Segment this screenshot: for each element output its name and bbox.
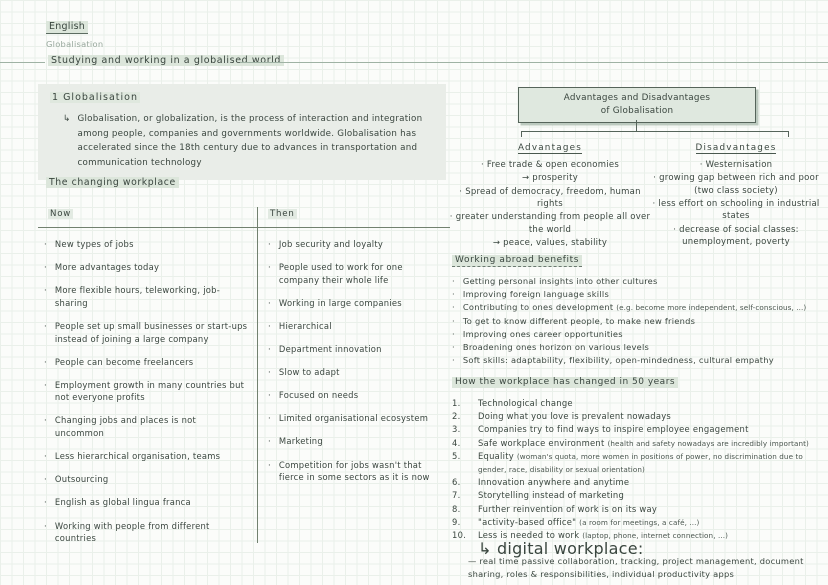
list-item	[44, 414, 248, 439]
definition-heading-text: 1 Globalisation	[52, 92, 138, 103]
column-header-now-text: Now	[50, 209, 72, 219]
list-item	[268, 412, 444, 425]
list-item-text: Less hierarchical organisation, teams	[54, 451, 221, 462]
disadvantages-list	[646, 159, 826, 248]
list-item-text: English as global lingua franca	[54, 497, 191, 508]
item-number: 10.	[452, 530, 467, 541]
bullet-dot: ·	[452, 328, 455, 339]
list-item-text	[463, 316, 695, 327]
list-item	[448, 211, 652, 236]
bullet-dot: ·	[44, 262, 47, 273]
box-title-line2: of Globalisation	[600, 106, 674, 117]
bullet-dot: ·	[44, 356, 47, 367]
workplace-changes-section	[452, 369, 828, 580]
list-item-text	[463, 289, 609, 300]
list-item	[646, 159, 826, 171]
list-item-text	[463, 329, 623, 340]
list-item	[44, 473, 248, 486]
item-main-text: Broadening ones horizon on various levels	[462, 342, 650, 353]
numbered-item	[452, 489, 828, 502]
list-item-text: Westernisation	[705, 160, 773, 170]
bullet-dot: ·	[268, 459, 271, 470]
bullet-dot: ·	[452, 276, 455, 286]
numbered-item	[452, 450, 828, 476]
working-abroad-list	[452, 276, 826, 366]
list-item-text: More advantages today	[54, 262, 160, 273]
list-item-text: Working in large companies	[278, 297, 402, 308]
item-main-text: Contributing to ones development	[462, 302, 614, 313]
column-header-now	[48, 209, 73, 219]
column-header-then	[268, 209, 297, 219]
bullet-dot: ·	[268, 320, 271, 331]
item-text-wrap	[478, 489, 624, 502]
bullet-dot: ·	[268, 297, 271, 308]
bullet-dot: ·	[268, 390, 271, 401]
adv-disadv-title-box	[518, 87, 756, 123]
item-text-wrap	[478, 503, 657, 516]
item-main-text: Technological change	[478, 398, 573, 408]
item-note-text: (woman's quota, more women in positions of power, no discrimination due to gender, race, disability or sexual orientation)	[478, 451, 803, 475]
bullet-dot: ·	[268, 367, 271, 378]
list-item	[44, 520, 248, 545]
bullet-dot: ·	[268, 344, 271, 355]
item-main-text: Equality	[478, 450, 514, 461]
list-item-text: less effort on schooling in industrial states	[658, 198, 820, 222]
bullet-dot: ·	[452, 315, 455, 326]
bullet-dot: ·	[44, 474, 47, 485]
list-item	[44, 356, 248, 369]
advantages-list	[448, 159, 652, 249]
page-header	[46, 14, 103, 49]
bullet-dot: ·	[44, 520, 47, 531]
item-number: 3.	[452, 424, 461, 435]
connector-horizontal-line	[521, 131, 789, 132]
list-item-text: People used to work for one company their whole life	[278, 262, 403, 285]
numbered-item	[452, 476, 828, 489]
list-item-text: Hierarchical	[278, 320, 332, 331]
list-item	[44, 320, 248, 345]
list-item	[268, 435, 444, 448]
item-number: 8.	[452, 503, 461, 514]
advantages-column	[448, 143, 652, 250]
disadvantages-header: Disadvantages	[695, 143, 777, 153]
bullet-dot: ·	[459, 186, 463, 197]
working-abroad-section	[452, 247, 826, 368]
arrow-sub-line: → prosperity	[521, 173, 578, 184]
item-main-text: Storytelling instead of marketing	[478, 490, 625, 501]
list-item	[268, 389, 444, 402]
item-main-text: Safe workplace environment	[478, 437, 605, 448]
item-number: 5.	[452, 450, 461, 461]
list-item-text	[463, 302, 806, 313]
then-list	[268, 238, 444, 494]
item-main-text: Further reinvention of work is on its way	[478, 503, 658, 514]
now-list	[44, 238, 248, 555]
connector-tick-right	[788, 131, 789, 137]
list-item	[448, 186, 652, 211]
item-number: 1.	[452, 398, 461, 408]
definition-heading	[50, 92, 434, 103]
list-item	[452, 316, 826, 327]
item-main-text: Companies try to find ways to inspire employee engagement	[478, 424, 749, 435]
arrow-sub-line: → peace, values, stability	[492, 237, 608, 248]
page-title	[48, 55, 284, 66]
list-item-text: Employment growth in many countries but not everyone profits	[54, 379, 245, 403]
list-item	[452, 302, 826, 313]
numbered-item	[452, 397, 828, 410]
column-divider-line	[257, 207, 258, 543]
changing-workplace-heading	[46, 177, 179, 188]
list-item-text: Changing jobs and places is not uncommon	[54, 415, 197, 439]
list-item-text: decrease of social classes: unemployment, poverty	[679, 224, 799, 247]
globalisation-definition-box	[38, 84, 446, 180]
list-item-text: Competition for jobs wasn't that fierce in some sectors as it is now	[278, 459, 430, 483]
list-item	[44, 261, 248, 274]
bullet-dot: ·	[268, 262, 271, 273]
item-main-text: Getting personal insights into other cultures	[462, 276, 658, 286]
changing-workplace-heading-text: The changing workplace	[46, 177, 179, 188]
item-main-text: "activity-based office"	[478, 516, 577, 527]
item-text-wrap	[478, 516, 699, 529]
numbered-item	[452, 423, 828, 436]
list-item	[44, 284, 248, 309]
item-main-text: Doing what you love is prevalent nowadays	[478, 411, 672, 422]
header-underline	[38, 227, 450, 228]
definition-text: Globalisation, or globalization, is the process of interaction and integration among people, companies and governments worldwide. Globalisation has accelerated since the 18th century due to advances in transportation and communication technology	[77, 114, 423, 168]
item-main-text: To get to know different people, to make new friends	[462, 315, 696, 326]
item-number: 4.	[452, 437, 461, 448]
list-item	[268, 459, 444, 484]
list-item	[44, 379, 248, 404]
list-item-text	[463, 355, 774, 366]
bullet-dot: ·	[268, 239, 271, 249]
numbered-item	[452, 516, 828, 529]
item-text-wrap	[478, 450, 828, 476]
list-item	[268, 261, 444, 286]
item-text-wrap	[478, 437, 809, 450]
bullet-dot: ·	[452, 289, 455, 300]
now-then-table	[36, 202, 450, 547]
list-item	[452, 342, 826, 353]
bullet-dot: ·	[44, 239, 47, 249]
item-number: 9.	[452, 516, 461, 527]
title-rule-right	[240, 62, 828, 63]
list-item	[268, 297, 444, 310]
list-item-text: Department innovation	[278, 344, 382, 355]
arrow-down-right-icon: ↳	[63, 114, 71, 124]
list-item-text: Outsourcing	[54, 474, 109, 485]
list-item	[268, 238, 444, 251]
bullet-dot: ·	[44, 497, 47, 508]
item-text-wrap	[478, 410, 671, 423]
list-item-text: Working with people from different countries	[54, 520, 210, 544]
item-note-text: (e.g. become more independent, self-conscious, ...)	[616, 303, 807, 313]
list-item-text: Slow to adapt	[278, 367, 340, 378]
numbered-item	[452, 410, 828, 423]
list-item-text: Spread of democracy, freedom, human rights	[465, 186, 641, 209]
bullet-dot: ·	[44, 285, 47, 296]
title-row	[0, 55, 828, 71]
numbered-item	[452, 503, 828, 516]
bullet-dot: ·	[268, 436, 271, 447]
list-item	[44, 450, 248, 463]
item-number: 7.	[452, 490, 461, 501]
bullet-dot: ·	[449, 212, 453, 223]
bullet-dot: ·	[699, 160, 703, 170]
numbered-item	[452, 437, 828, 450]
item-text-wrap	[478, 476, 629, 489]
list-item-text: Marketing	[278, 436, 323, 447]
connector-vertical-line	[636, 120, 637, 131]
list-item	[44, 238, 248, 251]
item-main-text: Improving foreign language skills	[462, 289, 610, 300]
list-item-text: Job security and loyalty	[278, 239, 384, 249]
item-note-text: (health and safety nowadays are incredibly important)	[607, 438, 809, 448]
list-item	[268, 366, 444, 379]
list-item	[268, 320, 444, 333]
list-item-text	[463, 342, 649, 353]
list-item	[452, 355, 826, 366]
bullet-dot: ·	[653, 173, 657, 184]
definition-body	[50, 112, 434, 170]
list-item	[44, 496, 248, 509]
list-item	[646, 224, 826, 249]
bullet-dot: ·	[652, 198, 656, 209]
list-item	[646, 172, 826, 197]
list-item-text: New types of jobs	[54, 239, 134, 249]
list-item-text: Free trade & open economies	[486, 160, 620, 170]
list-item-text: greater understanding from people all over the world	[455, 212, 651, 235]
item-main-text: Improving ones career opportunities	[462, 328, 623, 339]
digital-workplace-detail: — real time passive collaboration, tracking, project management, document sharing, roles & responsibilities, individual productivity apps	[468, 556, 804, 579]
connector-tick-left	[521, 131, 522, 137]
bullet-dot: ·	[452, 355, 455, 366]
bullet-dot: ·	[44, 451, 47, 462]
page-title-text: Studying and working in a globalised world	[48, 55, 284, 66]
item-main-text: Innovation anywhere and anytime	[478, 477, 630, 488]
topic-label: Globalisation	[46, 39, 104, 49]
list-item-text: People can become freelancers	[54, 356, 194, 367]
bullet-dot: ·	[452, 302, 455, 313]
list-item	[646, 198, 826, 223]
item-text-wrap	[478, 423, 749, 436]
bullet-dot: ·	[673, 224, 677, 235]
list-item	[448, 159, 652, 171]
list-item-text: growing gap between rich and poor (two class society)	[659, 173, 819, 196]
disadvantages-column	[646, 143, 826, 249]
subject-label: English	[46, 21, 88, 34]
item-main-text: Soft skills: adaptability, flexibility, open-mindedness, cultural empathy	[462, 355, 774, 366]
working-abroad-heading: Working abroad benefits	[452, 255, 582, 267]
workplace-changes-heading: How the workplace has changed in 50 years	[452, 377, 678, 388]
list-item	[452, 276, 826, 287]
item-number: 6.	[452, 477, 461, 488]
list-item-text: Limited organisational ecosystem	[278, 413, 429, 424]
digital-workplace-line: ↳ digital workplace:	[478, 539, 644, 559]
list-item-text: Focused on needs	[278, 390, 359, 401]
list-item-text: More flexible hours, teleworking, job-sharing	[54, 285, 220, 308]
bullet-dot: ·	[44, 320, 47, 331]
list-item	[452, 289, 826, 300]
box-title-line1: Advantages and Disadvantages	[563, 93, 711, 103]
column-header-then-text: Then	[270, 209, 295, 219]
bullet-dot: ·	[44, 379, 47, 390]
item-main-text: Less is needed to work	[478, 530, 580, 541]
item-text-wrap	[478, 397, 573, 410]
list-item-text	[463, 276, 658, 287]
list-item	[268, 343, 444, 356]
bullet-dot: ·	[480, 160, 484, 170]
title-rule-left	[0, 62, 45, 63]
workplace-changes-list	[452, 397, 828, 542]
bullet-dot: ·	[452, 342, 455, 353]
item-note-text: (laptop, phone, internet connection, ...)	[582, 531, 729, 541]
advantages-header: Advantages	[517, 143, 583, 153]
list-item-text: People set up small businesses or start-ups instead of joining a large company	[54, 320, 248, 344]
item-note-text: (a room for meetings, a café, ...)	[579, 517, 700, 527]
item-number: 2.	[452, 411, 461, 422]
list-item	[452, 329, 826, 340]
bullet-dot: ·	[44, 415, 47, 426]
bullet-dot: ·	[268, 413, 271, 424]
